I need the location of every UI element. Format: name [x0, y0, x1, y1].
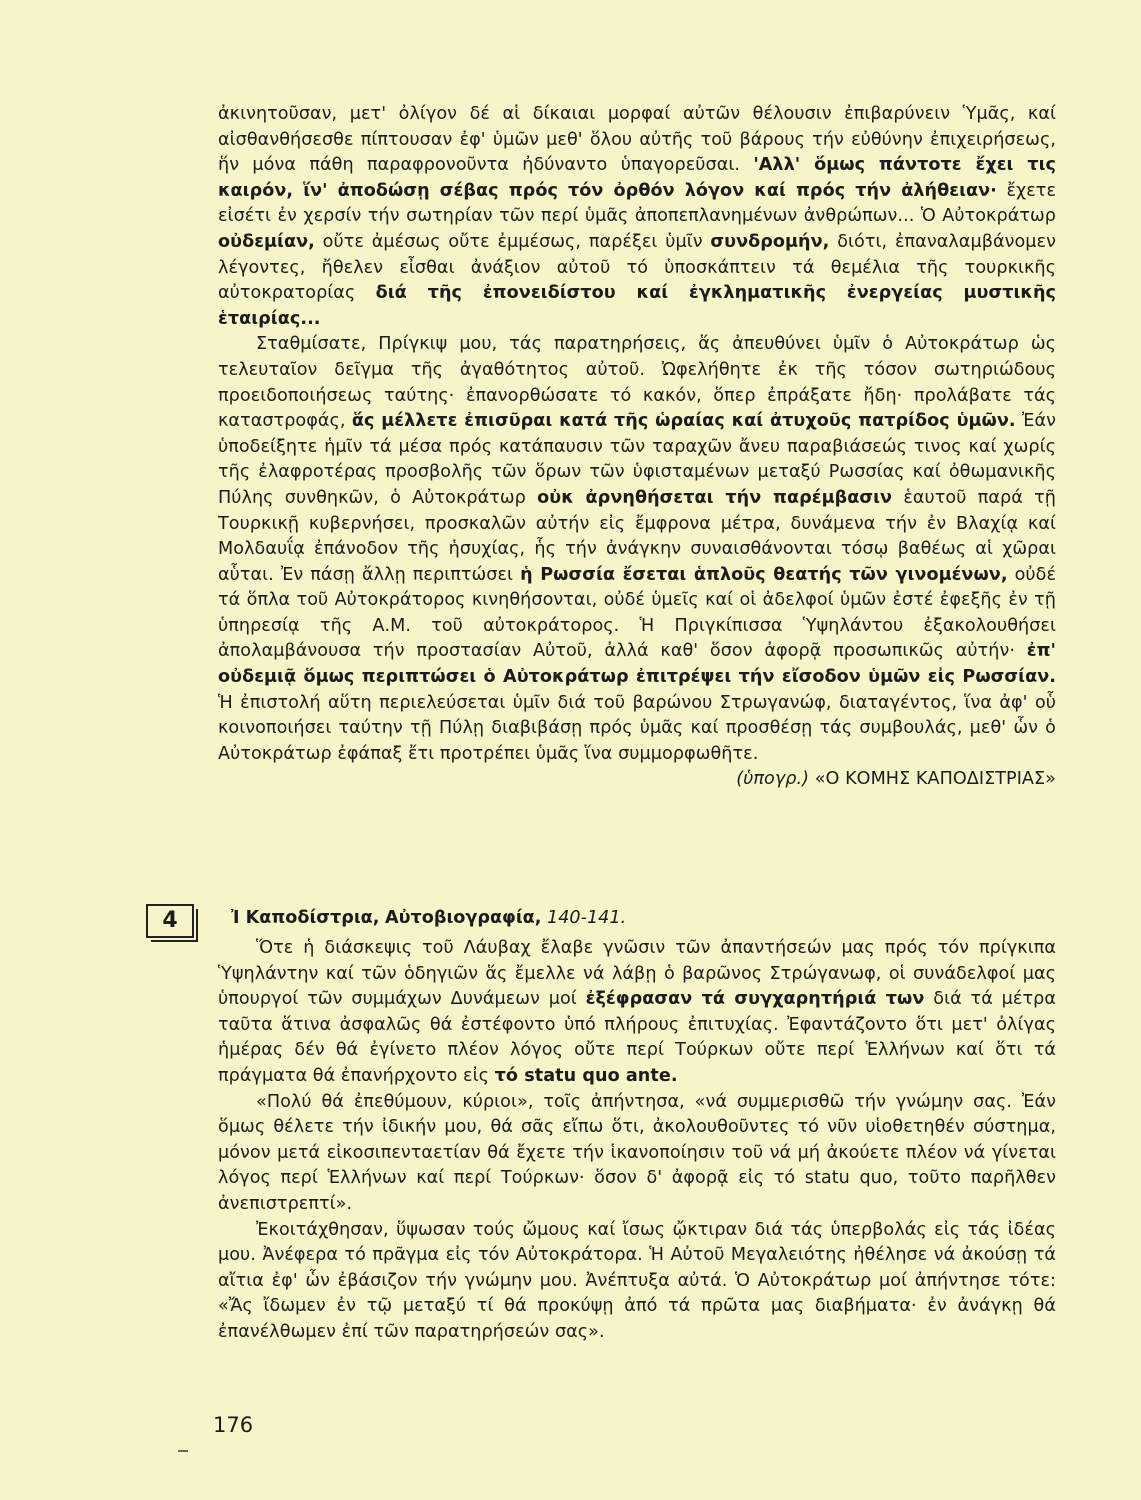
source-citation — [231, 906, 626, 932]
emphasis: οὐδεμίαν, — [218, 231, 315, 252]
paragraph: Σταθμίσατε, Πρίγκιψ μου, τάς παρατηρήσεις, ἅς ἀπευθύνει ὑμῖν ὁ Αὐτοκράτωρ ὡς τελευταῖον δεῖγμα τῆς ἀγαθότητος αὐτοῦ. Ὠφελήθητε ἐκ τῆς τόσον σωτηριώδους προειδοποιήσεως ταύτης· ἐπανορθώσατε τό κακόν, ὅπερ ἐπράξατε ἤδη· προλάβατε τάς καταστροφάς, ἅς μέλλετε ἐπισῦραι κατά τῆς ὡραίας καί ἀτυχοῦς πατρίδος ὑμῶν. Ἐάν ὑποδείξητε ἡμῖν τά μέσα πρός κατάπαυσιν τῶν ταραχῶν ἄνευ παραβιάσεώς τινος καί χωρίς τῆς ἐλαφροτέρας προσβολῆς τῶν ὅρων τῶν ὑφισταμένων μεταξύ Ρωσσίας καί ὀθωμανικῆς Πύλης συνθηκῶν, ὁ Αὐτοκράτωρ οὐκ ἀρνηθήσεται τήν παρέμβασιν ἑαυτοῦ παρά τῇ Τουρκικῇ κυβερνήσει, προσκαλῶν αὐτήν εἰς ἔμφρονα μέτρα, δυνάμενα τήν ἐν Βλαχίᾳ καί Μολδαυΐᾳ ἐπάνοδον τῆς ἡσυχίας, ἧς τήν ἀνάγκην συναισθάνονται τόσῳ βαθέως αἱ χῶραι αὗται. Ἐν πάσῃ ἄλλῃ περιπτώσει ἡ Ρωσσία ἔσεται ἁπλοῦς θεατής τῶν γινομένων, οὐδέ τά ὅπλα τοῦ Αὐτοκράτορος κινηθήσονται, οὐδέ ὑμεῖς καί οἱ ἀδελφοί ὑμῶν ἐστέ ἐφεξῆς ἐν τῇ ὑπηρεσίᾳ τῆς Α.Μ. τοῦ αὐτοκράτορος. Ἡ Πριγκίπισσα Ὑψηλάντου ἐξακολουθήσει ἀπολαμβάνουσα τήν προστασίαν Αὐτοῦ, ἀλλά καθ' ὅσον ἀφορᾷ προσωπικῶς αὐτήν· ἐπ' οὐδεμιᾷ ὅμως περιπτώσει ὁ Αὐτοκράτωρ ἐπιτρέψει τήν εἴσοδον ὑμῶν εἰς Ρωσσίαν. Ἡ ἐπιστολή αὕτη περιελεύσεται ὑμῖν διά τοῦ βαρώνου Στρωγανώφ, διαταγέντος, ἵνα ἀφ' οὗ κοινοποιήσει ταύτην τῇ Πύλῃ διαβιβάσῃ πρός ὑμᾶς καί προσθέσῃ τάς συμβουλάς, μεθ' ὧν ὁ Αὐτοκράτωρ ἐφάπαξ ἔτι προτρέπει ὑμᾶς ἵνα συμμορφωθῆτε. — [218, 334, 1056, 764]
emphasis: ἐπ' οὐδεμιᾷ ὅμως περιπτώσει ὁ Αὐτοκράτωρ ἐπιτρέψει τήν εἴσοδον ὑμῶν εἰς Ρωσσίαν. — [218, 641, 1056, 688]
source-author: Ἰ Καποδίστρια, — [231, 908, 380, 928]
paragraph: «Πολύ θά ἐπεθύμουν, κύριοι», τοῖς ἀπήντησα, «νά συμμερισθῶ τήν γνώμην σας. Ἐάν ὅμως θέλετε τήν ἰδικήν μου, θά σᾶς εἴπω ὅτι, ἀκολουθοῦντες τό νῦν υἱοθετηθέν σύστημα, μόνον μετά εἰκοσιπενταετίαν θά ἔχετε τήν ἱκανοποίησιν τοῦ νά μή ἀκούετε πλέον νά γίνεται λόγος περί Ἑλλήνων καί περί Τούρκων· ὅσον δ' ἀφορᾷ εἰς τό statu quo, τοῦτο παρῆλθεν ἀνεπιστρεπτί». — [218, 1091, 1056, 1214]
paragraph: ἀκινητοῦσαν, μετ' ὀλίγον δέ αἱ δίκαιαι μορφαί αὐτῶν θέλουσιν ἐπιβαρύνειν Ὑμᾶς, καί αἰσθανθήσεσθε πίπτουσαν ἐφ' ὑμῶν μεθ' ὅλου αὐτῆς τοῦ βάρους τήν εὐθύνην ἐπιχειρήσεως, ἥν μόνα πάθη παραφρονοῦντα ἠδύναντο ὑπαγορεῦσαι. 'Αλλ' ὅμως πάντοτε ἔχει τις καιρόν, ἵν' ἀποδώσῃ σέβας πρός τόν ὀρθόν λόγον καί πρός τήν ἀλήθειαν· ἔχετε εἰσέτι ἐν χερσίν τήν σωτηρίαν τῶν περί ὑμᾶς ἀποπεπλανημένων ἀνθρώπων... Ὁ Αὐτοκράτωρ οὐδεμίαν, οὔτε ἀμέσως οὔτε ἐμμέσως, παρέξει ὑμῖν συνδρομήν, διότι, ἐπαναλαμβάνομεν λέγοντες, ἤθελεν εἶσθαι ἀνάξιον αὐτοῦ τό ὑποσκάπτειν τά θεμέλια τῆς τουρκικῆς αὐτοκρατορίας διά τῆς ἐπονειδίστου καί ἐγκληματικῆς ἐνεργείας μυστικῆς ἑταιρίας... — [218, 104, 1056, 329]
source-number-box: 4 — [146, 904, 194, 938]
source-pages: 140-141. — [547, 908, 627, 928]
source-title: Αὐτοβιογραφία, — [385, 908, 542, 928]
margin-mark — [178, 1450, 188, 1452]
emphasis: 'Αλλ' ὅμως πάντοτε ἔχει τις καιρόν, ἵν' ἀποδώσῃ σέβας πρός τόν ὀρθόν λόγον καί πρός τήν ἀλήθειαν· — [218, 155, 1056, 201]
page-number: 176 — [213, 1413, 254, 1437]
emphasis: διά τῆς ἐπονειδίστου καί ἐγκληματικῆς ἐνεργείας μυστικῆς ἑταιρίας... — [218, 283, 1056, 329]
emphasis: συνδρομήν, — [710, 231, 830, 252]
letter-excerpt — [218, 102, 1056, 793]
emphasis: οὐκ ἀρνηθήσεται τήν παρέμβασιν — [537, 487, 893, 508]
emphasis: τό statu quo ante. — [494, 1065, 678, 1086]
emphasis: ἐξέφρασαν τά συγχαρητήριά των — [585, 989, 925, 1010]
paragraph: Ἐκοιτάχθησαν, ὕψωσαν τούς ὤμους καί ἴσως ᾤκτιραν διά τάς ὑπερβολάς εἰς τάς ἰδέας μου. Ἀνέφερα τό πρᾶγμα εἰς τόν Αὐτοκράτορα. Ἡ Αὐτοῦ Μεγαλειότης ἠθέλησε νά ἀκούσῃ τά αἴτια ἐφ' ὧν ἐβάσιζον τήν γνώμην μου. Ἀνέπτυξα αὐτά. Ὁ Αὐτοκράτωρ μοί ἀπήντησε τότε: «Ἄς ἴδωμεν ἐν τῷ μεταξύ τί θά προκύψῃ ἀπό τά πρῶτα μας διαβήματα· ἐν ἀνάγκῃ θά ἐπανέλθωμεν ἐπί τῶν παρατηρήσεών σας». — [218, 1219, 1056, 1342]
signature-name: «Ο ΚΟΜΗΣ ΚΑΠΟΔΙΣΤΡΙΑΣ» — [814, 769, 1056, 790]
signature — [218, 767, 1056, 793]
paragraph: Ὅτε ἡ διάσκεψις τοῦ Λάυβαχ ἔλαβε γνῶσιν τῶν ἀπαντήσεών μας πρός τόν πρίγκιπα Ὑψηλάντην καί τῶν ὁδηγιῶν ἅς ἔμελλε νά λάβῃ ὁ βαρῶνος Στρώγανωφ, οἱ συνάδελφοί μας ὑπουργοί τῶν συμμάχων Δυνάμεων μοί ἐξέφρασαν τά συγχαρητήριά των διά τά μέτρα ταῦτα ἅτινα ἀσφαλῶς θά ἐστέφοντο ὑπό πλήρους ἐπιτυχίας. Ἐφαντάζοντο ὅτι μετ' ὀλίγας ἡμέρας δέν θά ἐγίνετο πλέον λόγος οὔτε περί Τούρκων οὔτε περί Ἑλλήνων καί ὅτι τά πράγματα θά ἐπανήρχοντο εἰς τό statu quo ante. — [218, 938, 1056, 1086]
emphasis: ἅς μέλλετε ἐπισῦραι κατά τῆς ὡραίας καί ἀτυχοῦς πατρίδος ὑμῶν. — [351, 411, 1016, 432]
emphasis: ἡ Ρωσσία ἔσεται ἁπλοῦς θεατής τῶν γινομένων, — [520, 564, 1008, 585]
autobiography-excerpt — [218, 936, 1056, 1346]
signature-mark: (ὑπογρ.) — [736, 769, 810, 790]
